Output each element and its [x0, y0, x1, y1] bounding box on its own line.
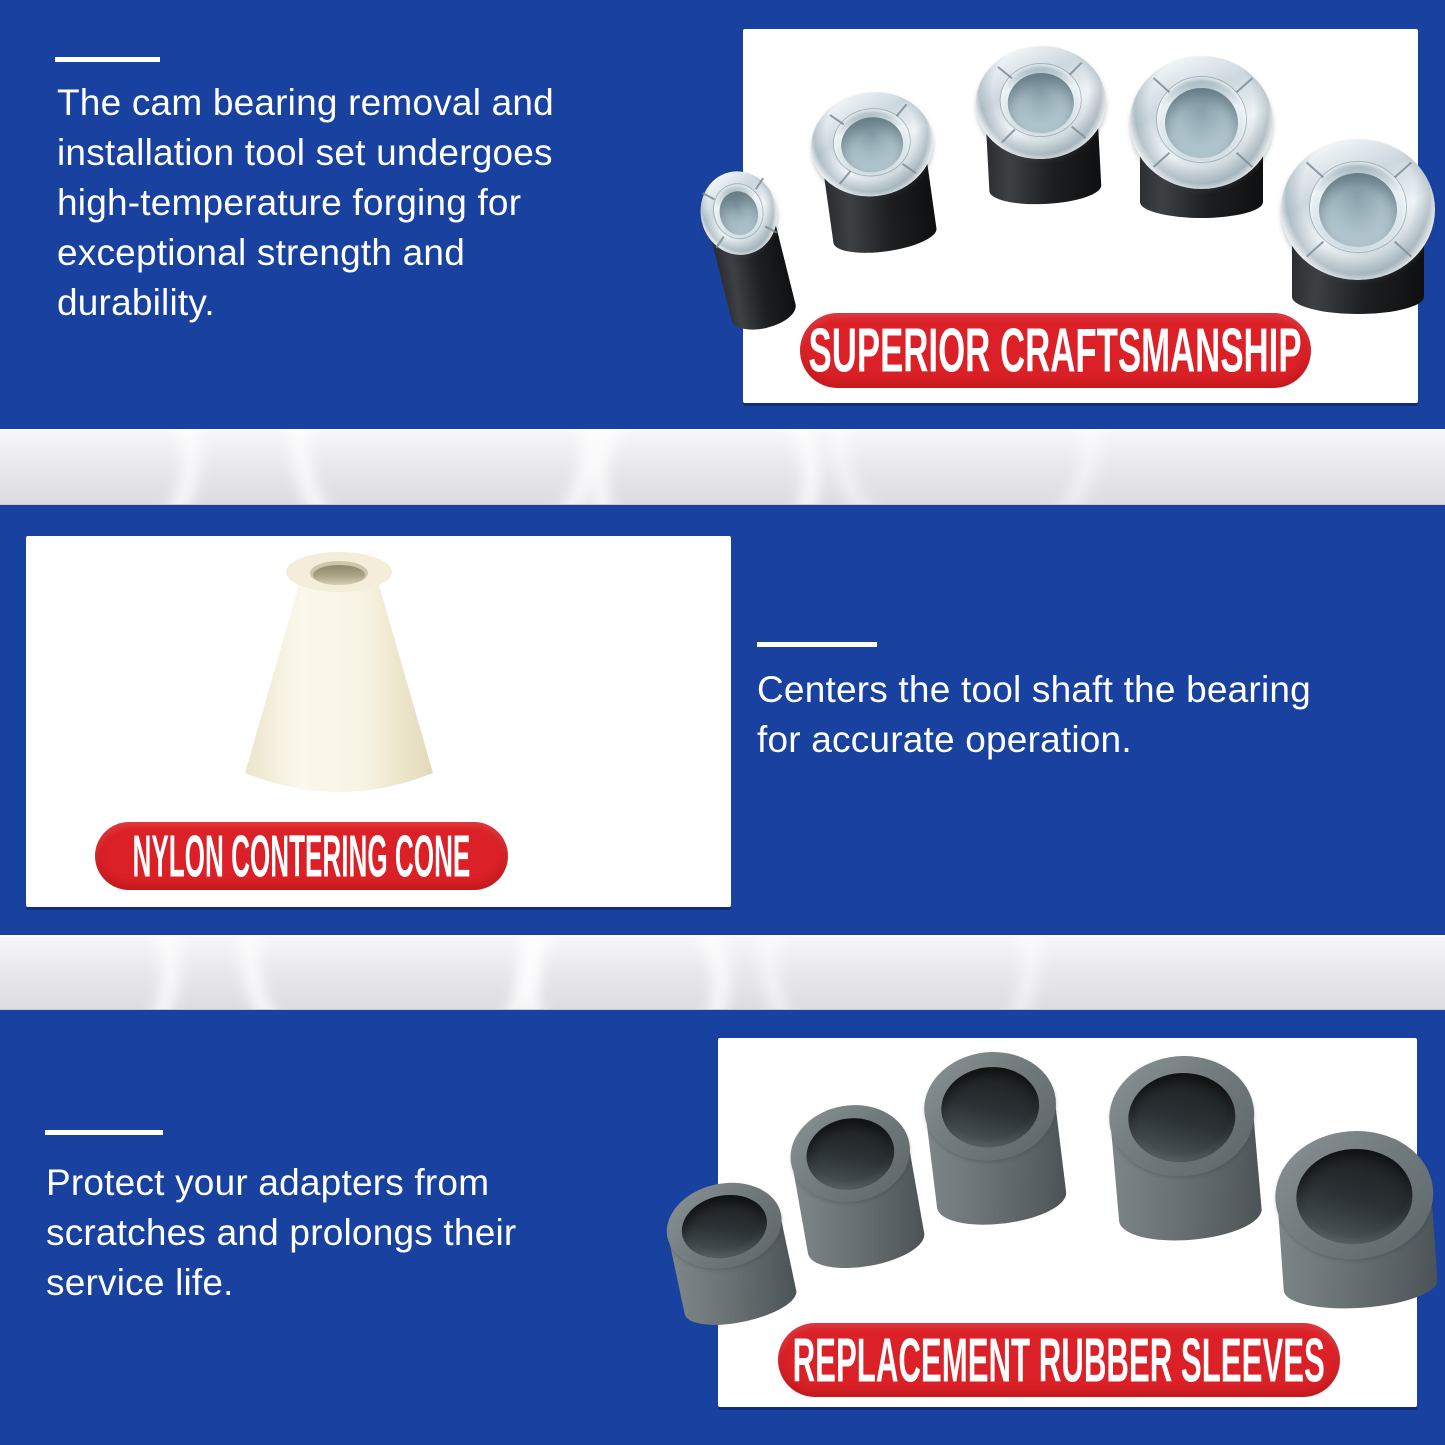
- feature-text-protection: [46, 1158, 516, 1308]
- feature-text-line: The cam bearing removal and: [57, 82, 554, 123]
- swirl-graphic: [520, 935, 730, 1010]
- accent-line: [757, 642, 877, 647]
- cam-bearing-adapter-4: [1130, 56, 1273, 218]
- feature-text-centering: [757, 665, 1311, 765]
- swirl-graphic: [290, 429, 600, 505]
- feature-text-line: high-temperature forging for: [57, 182, 522, 223]
- adapter-collar-rim: [1157, 77, 1246, 162]
- swirl-graphic: [0, 935, 180, 1010]
- adapter-collar-rim: [1310, 162, 1405, 252]
- swirl-graphic: [760, 935, 1040, 1010]
- adapter-center-hole: [838, 113, 907, 176]
- feature-text-line: exceptional strength and: [57, 232, 465, 273]
- swirl-graphic: [240, 935, 540, 1010]
- rubber-sleeve-4: [1104, 1050, 1264, 1246]
- accent-line: [45, 1130, 163, 1135]
- adapter-center-hole: [1006, 72, 1075, 135]
- divider-band: [0, 429, 1445, 505]
- banner-label: REPLACEMENT RUBBER SLEEVES: [792, 1325, 1326, 1395]
- feature-text-line: service life.: [46, 1262, 234, 1303]
- feature-text-line: for accurate operation.: [757, 719, 1132, 760]
- swirl-graphic: [0, 429, 200, 505]
- rubber-sleeve-5: [1271, 1126, 1441, 1314]
- cam-bearing-adapter-5: [1281, 139, 1435, 314]
- divider-band: [0, 935, 1445, 1010]
- swirl-graphic: [590, 429, 820, 505]
- feature-text-line: scratches and prolongs their: [46, 1212, 517, 1253]
- feature-text-line: Centers the tool shaft the bearing: [757, 669, 1311, 710]
- cam-bearing-adapter-3: [973, 43, 1111, 208]
- adapter-collar-rim: [999, 62, 1083, 138]
- bottom-section: [0, 1010, 1445, 1445]
- feature-text-line: durability.: [57, 282, 215, 323]
- accent-line: [55, 57, 160, 62]
- adapter-collar-rim: [709, 180, 768, 244]
- adapter-center-hole: [1165, 88, 1238, 158]
- top-section: [0, 0, 1445, 429]
- feature-text-line: Protect your adapters from: [46, 1162, 490, 1203]
- adapter-metal-collar: [1281, 139, 1435, 280]
- feature-text-line: installation tool set undergoes: [57, 132, 553, 173]
- adapter-center-hole: [715, 188, 763, 240]
- feature-text-forging: [57, 78, 554, 328]
- adapter-center-hole: [1319, 173, 1397, 247]
- swirl-graphic: [830, 429, 1100, 505]
- replacement-sleeves-banner: [778, 1323, 1340, 1397]
- middle-section: [0, 505, 1445, 935]
- nylon-cone-banner: [95, 822, 508, 890]
- banner-label: NYLON CONTERING CONE: [132, 822, 471, 890]
- adapter-metal-collar: [1130, 56, 1273, 189]
- nylon-cone-image: [231, 549, 447, 805]
- rubber-sleeve-3: [918, 1045, 1070, 1232]
- adapter-collar-rim: [830, 104, 914, 180]
- banner-label: SUPERIOR CRAFTSMANSHIP: [808, 315, 1303, 386]
- cam-bearing-adapter-2: [804, 84, 947, 259]
- superior-craftsmanship-banner: [800, 313, 1311, 388]
